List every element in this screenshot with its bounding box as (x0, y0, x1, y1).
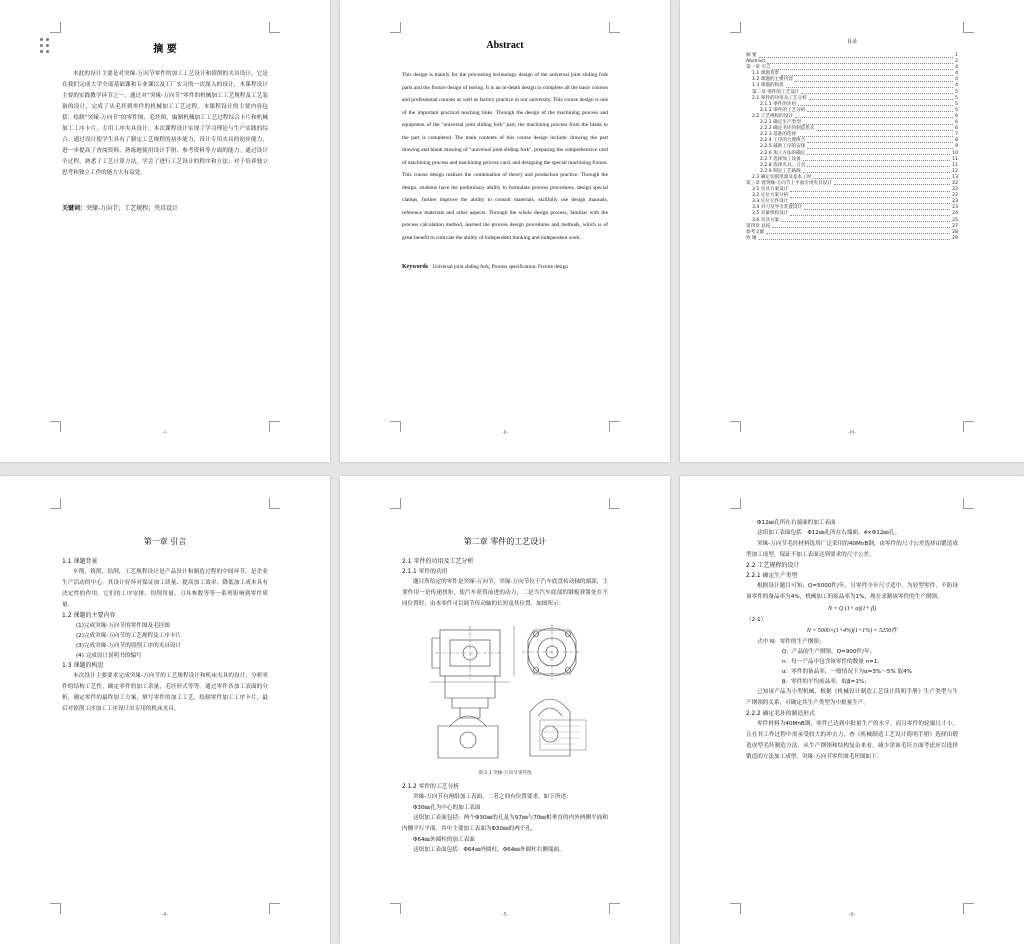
corner-mark (609, 498, 620, 509)
toc-entry-title: 2.1.1 零件的功用 (760, 101, 797, 107)
page-chapter-2[interactable] (340, 476, 670, 944)
page-number: -4- (161, 912, 169, 918)
toc-entry-title: 3.4 对刀及导引装置设计 (752, 205, 803, 211)
keywords-label: Keywords (402, 264, 428, 270)
figure-caption: 图 2.1 突缘-万向节零件图 (478, 771, 532, 776)
toc-entry-page: 5 (955, 95, 958, 101)
toc-entry-page: 9 (955, 144, 958, 150)
equation-number: （2-1） (746, 617, 767, 623)
toc-leader (807, 111, 953, 112)
toc-entry-title: 3.5 夹紧机构设计 (752, 211, 789, 217)
toc-leader (807, 154, 950, 155)
page-chapter-2-cont[interactable] (680, 476, 1024, 944)
toc-entry-page: 24 (952, 211, 958, 217)
toc-entry-page: 6 (955, 120, 958, 126)
corner-mark (730, 22, 741, 33)
toc-leader (817, 130, 954, 131)
toc-leader (772, 69, 953, 70)
toc-entry-page: 27 (952, 223, 958, 229)
definition-line: n：每一产品中包含该零件的数量 n=1； (782, 659, 884, 665)
toc-list (746, 53, 958, 242)
subsection-heading: 2.1.2 零件的工艺分析 (402, 784, 460, 790)
toc-entry-page: 8 (955, 138, 958, 144)
page-chapter-1[interactable] (0, 476, 330, 944)
page-abstract-en[interactable] (340, 0, 670, 462)
section-heading: 1.2 课题的主要内容 (62, 612, 116, 619)
toc-entry-page: 10 (952, 150, 958, 156)
toc-leader (803, 160, 950, 161)
section-body: 这组加工表面包括：Φ12㎜孔所在右端面，4×Φ12㎜孔。 (757, 530, 901, 536)
keywords-line (62, 203, 268, 212)
toc-leader (781, 221, 950, 222)
page-title: Abstract (486, 40, 524, 51)
toc-entry-title: 第四章 总结 (746, 223, 771, 229)
definition-line: Q：产品的生产纲领，Q=900件/年； (782, 649, 876, 655)
chapter-title: 第一章 引言 (143, 537, 187, 546)
page-title: 摘 要 (153, 44, 177, 55)
section-heading: 1.3 课题的构思 (62, 662, 104, 669)
section-body: 零件材料为40MnB钢，零件已达到中批量生产的水平，而且零件的轮廓尺寸小，且在其工作过程中需承受较大的冲击力，查《机械制造工艺设计简明手册》选择由锻造成型毛坯制造方法，从生产纲领和结构复杂来看，减少余该毛坯方面考虑应以选择锻造的方法加工成型。突缘-万向节零件图毛坯图如下。 (746, 721, 958, 760)
toc-entry-title: 2.2.7 选择加工设备 (760, 156, 801, 162)
formula: N = Q (1+ α)(1+ β) (827, 606, 877, 612)
definition-line: 式中 N：零件的生产纲领； (757, 639, 825, 645)
toc-entry-page: 6 (955, 126, 958, 132)
toc-leader (790, 215, 950, 216)
abstract-body: This design is mainly for the processing technology design of the universal joint sliding fork parts and the fixture design of boring. It is an in-depth design to complete all the basic courses and professional courses as well as factory practice in our university. This course design is one of the important practical teaching links. Through the design of the machining process and equipment of the "universal joint sliding fork" part, the machining process from the blank to the part is completed. The main contents of this course design include: drawing the part drawing and blank drawing of "universal joint sliding fork", preparing the comprehensive card of machining process and machining process card, and designing the special machining fixture. This course design realizes the combination of theory and production practice. Through the design, students have the preliminary ability to formulate process procedures, design special clamps, further improve the ability to consult materials, skillfully use design manuals, reference materials and other aspects. Through the whole design process, familiar with the process calculation method, learned the process design procedures and methods, which is of great benefit to cultivate the ability of independent thinking and independent work. (402, 72, 608, 241)
toc-entry-page: 6 (955, 113, 958, 119)
list-item: (1)完成突缘-万向节的零件图及毛坯图 (76, 623, 170, 629)
toc-leader (798, 136, 953, 137)
part-drawing-image (410, 616, 600, 766)
section-line: Φ12㎜孔所在右端面的加工表面 (757, 520, 836, 526)
toc-entry-page: 23 (952, 199, 958, 205)
toc-entry-title: 3.6 夹具方案 (752, 217, 780, 223)
toc-entry-title: 2.2.4 工序的合理组合 (760, 138, 806, 144)
toc-entry-title: 2.3 确定切削用量及基本工时 (752, 174, 812, 180)
toc-leader (790, 203, 950, 204)
corner-mark (730, 498, 741, 509)
keywords-text: Universal joint sliding fork; Process specification; Fixture design (432, 264, 568, 270)
toc-entry-title: 第一章 引言 (746, 65, 771, 71)
list-item: (3)完成突缘-万向节的镗削工序的夹具设计 (76, 643, 182, 649)
toc-leader (790, 197, 950, 198)
toc-entry-title: 1.3 课题的构思 (752, 83, 784, 89)
toc-entry-title: 2.2 工艺规程的设计 (752, 113, 793, 119)
corner-mark (390, 22, 401, 33)
keywords-text: 突缘-万向节；工艺规程；夹具设计 (86, 205, 179, 212)
toc-leader (807, 166, 950, 167)
section-body: 突缘-万向节有两组加工表面，二者之间有位置要求，如下所述： (413, 794, 572, 800)
toc-leader (790, 191, 950, 192)
toc-entry-title: 2.2.5 辅助工序的安排 (760, 144, 806, 150)
toc-entry-title: 2.2.2 确定毛坯的制造形式 (760, 126, 815, 132)
toc-entry-page: 1 (955, 53, 958, 58)
section-line: Φ30㎜孔为中心的加工表面 (413, 805, 481, 811)
toc-leader (834, 184, 950, 185)
toc-leader (809, 99, 953, 100)
toc-leader (767, 63, 953, 64)
toc-entry-title: 2.1 零件的功用及工艺分析 (752, 95, 807, 101)
toc-entry-title: Abstract (746, 59, 766, 65)
toc-entry-title: 1.2 课题的主要内容 (752, 77, 793, 83)
abstract-body: 本此的设计主要是对突缘-万向节零件的加工工艺设计和镗削的夹具设计，它是在我们完成大学全部基础课和专业课以及工厂实习的一次深入的设计，本课程设计主要的实践教学环节之一。通过对“突缘-万向节”零件的机械加工工艺规程及工艺装备的设计，完成了从毛坯到零件的机械加工工艺过程。本课程设计的主要内容包括：绘制“突缘-万向节”的零件图、毛坯图，编制机械加工工艺过程综合卡片和机械加工工序卡片，专用工序夹具设计。本次课程设计实现了学习理论与生产实践的综合；通过设计使学生具有了制定工艺规程的初步能力，设计专用夹具的初步能力，进一步提高了查阅资料、熟练地使用设计手册、参考资料等方面的能力。通过设计全过程，熟悉了工艺计算方法，学会了进行工艺设计的程序和方法；对于培养独立思考和独立工作的能力大有益处。 (62, 71, 268, 176)
section-body: 这组加工表面包括：Φ64㎜外圆柱，Φ64㎜外圆柱右侧端面。 (413, 847, 565, 853)
corner-mark (269, 498, 280, 509)
corner-mark (50, 498, 61, 509)
page-number: -II- (501, 430, 509, 436)
toc-row[interactable] (746, 236, 958, 242)
section-body: 已知该产品为小型机械，根据《机械设计制造工艺设计简明手册》生产类型与生产纲领的关系，可确定其生产类型为中批量生产。 (746, 689, 958, 706)
toc-entry-title: 1.1 课题背景 (752, 71, 780, 77)
toc-leader (795, 117, 953, 118)
toc-entry-title: 2.2.1 确定生产类型 (760, 120, 801, 126)
toc-leader (813, 178, 950, 179)
toc-leader (759, 57, 953, 58)
corner-mark (269, 22, 280, 33)
toc-entry-page: 5 (955, 107, 958, 113)
toc-leader (803, 124, 953, 125)
toc-entry-title: 3.3 定位元件设计 (752, 199, 789, 205)
toc-leader (772, 227, 950, 228)
toc-entry-page: 23 (952, 205, 958, 211)
section-body: 这组加工表面包括：两个Φ30㎜的孔及为97㎜与70㎜相垂直的内外两侧平面和内侧平行平面。其中主要加工表面为Φ30㎜的两个孔。 (402, 815, 608, 832)
toc-entry-page: 12 (952, 168, 958, 174)
definition-line: α：零件的备品率，一般情况下为α=3%～5% 取4% (782, 669, 912, 675)
toc-leader (795, 81, 953, 82)
toc-entry-page: 2 (955, 59, 958, 65)
section-line: Φ64㎜外圆柱的加工表面 (413, 837, 475, 843)
toc-entry-title: 第三章 镗突缘-万向节上平面专用夹具设计 (746, 180, 832, 186)
page-number: -5- (501, 912, 509, 918)
toc-entry-page: 22 (952, 193, 958, 199)
subsection-heading: 2.2.1 确定生产类型 (746, 573, 798, 579)
page-number: -III- (847, 430, 857, 436)
subsection-heading: 2.1.1 零件的功用 (402, 569, 448, 575)
chapter-title: 第二章 零件的工艺设计 (463, 537, 547, 546)
section-heading: 2.2 工艺规程的设计 (746, 562, 800, 569)
corner-mark (390, 498, 401, 509)
toc-entry-page: 25 (952, 217, 958, 223)
toc-entry-page: 4 (955, 71, 958, 77)
toc-entry-page: 13 (952, 174, 958, 180)
page-number: -6- (848, 912, 856, 918)
toc-entry-title: 2.2.9 制定工艺路线 (760, 168, 801, 174)
toc-entry-title: 3.1 夹具方案设计 (752, 187, 789, 193)
toc-entry-title: 摘 要 (746, 53, 757, 58)
section-heading: 1.1 课题背景 (62, 558, 98, 565)
section-body: 车削、铣削、钻削，工艺规程设计是产品设计和制造过程的中间环节，是企业生产活动的中心。其设计好坏对保证加工质量、提高加工效率、降低加工成本具有决定性的作用。它们的工序安排、切削用量、刀具参数等等一系列影响到零件质量。 (62, 569, 268, 608)
corner-mark (963, 498, 974, 509)
definition-line: β：零件的平均废品率，取β=1%； (782, 679, 870, 685)
corner-mark (963, 22, 974, 33)
page-number: -I- (162, 430, 168, 436)
subsection-heading: 2.2.2 确定毛坯的制造形式 (746, 711, 815, 717)
toc-entry-title: 参考文献 (746, 229, 765, 235)
toc-entry-page: 22 (952, 187, 958, 193)
keywords-label: 关键词： (62, 205, 87, 212)
toc-leader (786, 87, 953, 88)
toc-entry-title: 2.1.2 零件的工艺分析 (760, 107, 806, 113)
keywords-line (402, 264, 608, 270)
toc-leader (766, 233, 950, 234)
toc-leader (798, 105, 953, 106)
section-body: 题目所给定的零件是突缘-万向节，突缘-万向节位于汽车底盘传动轴的端部，主要作用一是传递扭矩，使汽车获得前进的动力；二是当汽车底部的钢板弹簧处在不同位置时，由本零件可以调节传动轴的长短及其位置。如图所示： (402, 579, 608, 607)
list-item: (4) 完成设计说明书的编写 (76, 653, 142, 659)
section-body: 本次设计主要要求完成突缘-万向节的工艺规程设计和机床夹具的设计，分析零件的结构工艺性，确定零件的加工余量，毛坯形式等等。通过零件各加工表面的分析，确定零件的最终加工方案，填写零件的加工工艺，绘制零件加工工序卡片，最后对镗削工序加工工序设计出专用的机床夹具。 (62, 673, 268, 712)
corner-mark (50, 22, 61, 33)
toc-entry-page: 4 (955, 65, 958, 71)
toc-entry-page: 11 (952, 162, 958, 168)
toc-entry-page: 5 (955, 101, 958, 107)
toc-entry-title: 3.2 定位方案分析 (752, 193, 789, 199)
page-title: 目录 (846, 39, 857, 45)
toc-leader (803, 172, 950, 173)
page-toc[interactable] (680, 0, 1024, 462)
toc-entry-title: 2.2.6 加工方法的确定 (760, 150, 806, 156)
section-heading: 2.1 零件的功用及工艺分析 (402, 558, 474, 565)
formula: N = 5000×(1+4%)(1+1%) = 5250件 (806, 628, 898, 634)
toc-leader (807, 148, 953, 149)
part-drawing-figure (410, 616, 600, 766)
section-body: 突缘-万向节毛坯材料选用广泛采用的40MnB钢，由零件的尺寸公差选择由锻造成型加工成型，保证不加工表面达到要求的尺寸公差。 (746, 541, 958, 558)
toc-entry-page: 5 (955, 89, 958, 95)
toc-entry-page: 4 (955, 83, 958, 89)
page-abstract-cn[interactable] (0, 0, 330, 462)
toc-entry-title: 第二章 零件的工艺设计 (752, 89, 800, 95)
toc-entry-page: 11 (952, 156, 958, 162)
drag-handle-icon[interactable] (40, 38, 50, 54)
toc-entry-title: 致 谢 (746, 235, 757, 241)
toc-entry-title: 2.2.8 选择夹具、刀具 (760, 162, 806, 168)
toc-entry-page: 22 (952, 180, 958, 186)
toc-leader (807, 142, 953, 143)
toc-leader (804, 209, 950, 210)
toc-entry-page: 29 (952, 235, 958, 241)
section-body: 根据设计题目可知，Q=5000件/年，且零件全年尺寸适中，为轻型零件，不防设该零件的备品率为4%，机械加工的废品率为1%，现在求制该零件的生产纲领。 (746, 583, 958, 600)
corner-mark (609, 22, 620, 33)
toc-entry-page: 7 (955, 132, 958, 138)
toc-entry-title: 2.2.3 基准的选择 (760, 132, 797, 138)
toc-entry-page: 28 (952, 229, 958, 235)
toc-entry-page: 4 (955, 77, 958, 83)
toc-leader (801, 93, 953, 94)
toc-leader (759, 239, 950, 240)
list-item: (2)完成突缘-万向节的工艺规程及工序卡片 (76, 633, 182, 639)
toc-leader (781, 75, 953, 76)
